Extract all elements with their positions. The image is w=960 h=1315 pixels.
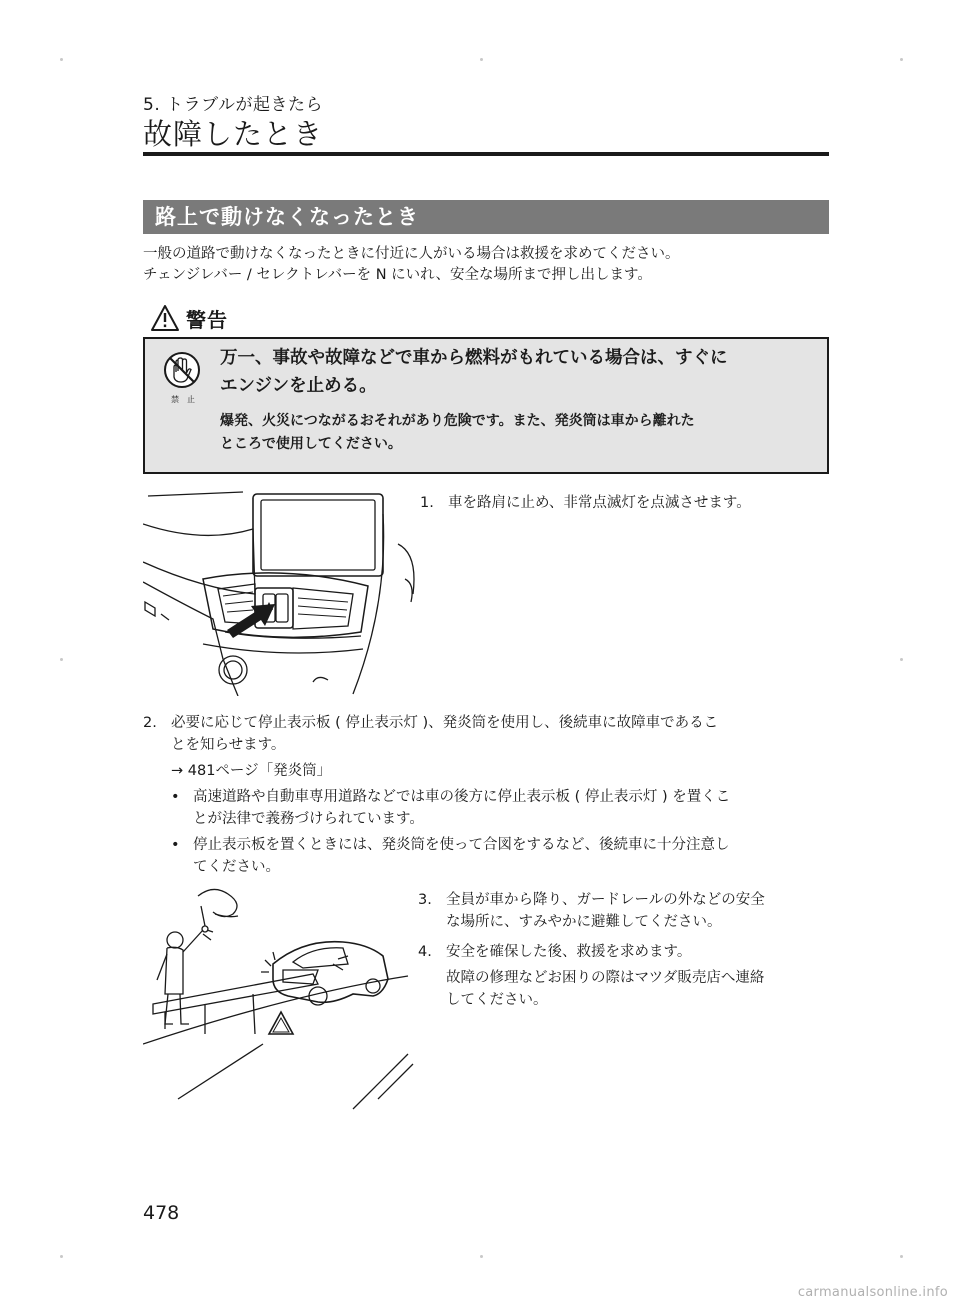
warning-label: 警告: [186, 307, 228, 332]
step-number: 3.: [418, 892, 432, 908]
step-line: してください。: [446, 992, 548, 1008]
step-2: [143, 712, 833, 756]
warning-detail-line: ところで使用してください。: [220, 436, 402, 452]
warning-main-line: エンジンを止める。: [220, 376, 377, 396]
roadside-evacuation-illustration: [143, 884, 418, 1114]
step-line: な場所に、すみやかに避難してください。: [446, 914, 722, 930]
warning-main-line: 万一、事故や故障などで車から燃料がもれている場合は、すぐに: [220, 348, 728, 368]
step-number: 1.: [420, 495, 434, 511]
step-text: 車を路肩に止め、非常点滅灯を点滅させます。: [448, 495, 751, 511]
bullet-line: とが法律で義務づけられています。: [193, 811, 424, 827]
step-number: 2.: [143, 715, 157, 731]
prohibit-caption: 禁 止: [171, 395, 195, 404]
step-line: 全員が車から降り、ガードレールの外などの安全: [446, 892, 765, 908]
page-number: 478: [143, 1202, 180, 1224]
step-text: [171, 712, 831, 756]
warning-main-text: [220, 344, 824, 400]
footer-watermark: carmanualsonline.info: [797, 1285, 948, 1300]
warning-detail-text: [220, 410, 824, 456]
step-line: 故障の修理などお困りの際はマツダ販売店へ連絡: [446, 970, 765, 986]
step-text: [446, 889, 832, 933]
section-intro: [143, 244, 833, 286]
section-heading: 路上で動けなくなったとき: [143, 200, 829, 234]
step-line: 安全を確保した後、救援を求めます。: [446, 944, 692, 960]
step-number: 4.: [418, 944, 432, 960]
bullet-item: [171, 786, 831, 830]
step-4: [418, 941, 830, 1007]
warning-triangle-icon: [150, 304, 180, 332]
intro-line: 一般の道路で動けなくなったときに付近に人がいる場合は救援を求めてください。: [143, 246, 680, 262]
bullet-line: てください。: [193, 859, 280, 875]
intro-line: チェンジレバー / セレクトレバーを N にいれ、安全な場所まで押し出します。: [143, 267, 652, 283]
step-line: とを知らせます。: [171, 737, 286, 753]
step-line: 必要に応じて停止表示板 ( 停止表示灯 )、発炎筒を使用し、後続車に故障車であるこ: [171, 715, 719, 731]
chapter-label: 5. トラブルが起きたら: [143, 95, 323, 115]
bullet-text: [193, 834, 829, 878]
warning-detail-line: 爆発、火災につながるおそれがあり危険です。また、発炎筒は車から離れた: [220, 413, 695, 429]
step-3: [418, 889, 830, 933]
bullet-text: [193, 786, 829, 830]
bullet-dot: •: [171, 837, 180, 853]
title-rule: [143, 152, 829, 156]
bullet-dot: •: [171, 789, 180, 805]
bullet-line: 停止表示板を置くときには、発炎筒を使って合図をするなど、後続車に十分注意し: [193, 837, 730, 853]
warning-header: [150, 303, 228, 333]
page-title: 故障したとき: [143, 117, 324, 151]
step-text: [446, 941, 832, 1011]
dashboard-hazard-illustration: [143, 484, 418, 696]
bullet-item: [171, 834, 831, 878]
bullet-line: 高速道路や自動車専用道路などでは車の後方に停止表示板 ( 停止表示灯 ) を置くこ: [193, 789, 731, 805]
page-reference-link[interactable]: → 481ページ「発炎筒」: [171, 763, 332, 779]
